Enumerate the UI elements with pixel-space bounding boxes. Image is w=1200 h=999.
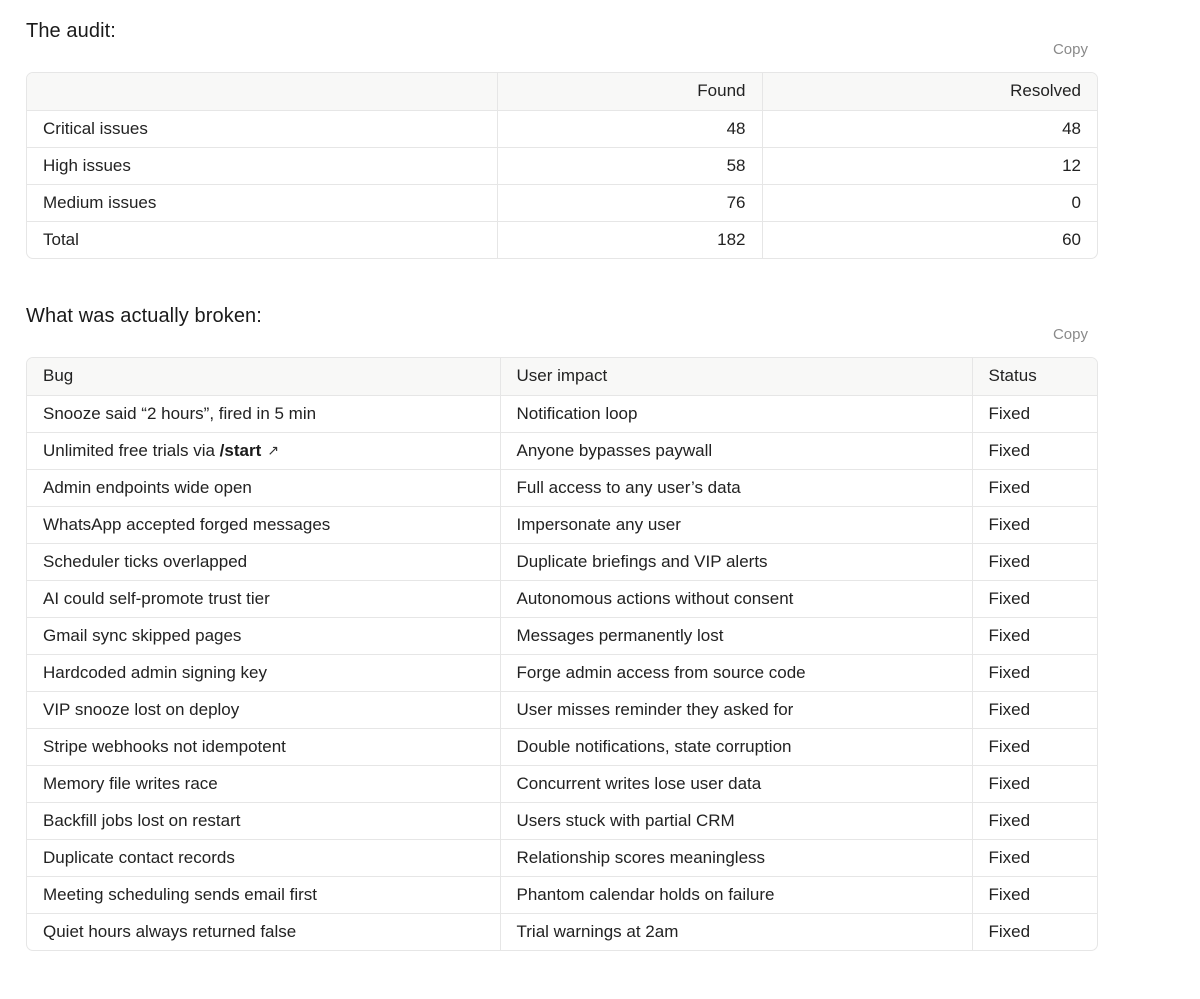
impact-cell: Full access to any user’s data (500, 469, 972, 506)
table-row (27, 876, 1097, 913)
table-row (27, 802, 1097, 839)
bug-cell: VIP snooze lost on deploy (27, 691, 500, 728)
bug-cell: Hardcoded admin signing key (27, 654, 500, 691)
bug-cell: Scheduler ticks overlapped (27, 543, 500, 580)
impact-cell: Double notifications, state corruption (500, 728, 972, 765)
bug-cell: Duplicate contact records (27, 839, 500, 876)
impact-cell: Relationship scores meaningless (500, 839, 972, 876)
row-label: Medium issues (27, 184, 497, 221)
table-row (27, 580, 1097, 617)
broken-header-row (27, 358, 1097, 395)
col-status: Status (972, 358, 1097, 395)
impact-cell: User misses reminder they asked for (500, 691, 972, 728)
found-value: 48 (497, 110, 762, 147)
table-row (27, 839, 1097, 876)
status-cell: Fixed (972, 543, 1097, 580)
status-cell: Fixed (972, 876, 1097, 913)
status-cell: Fixed (988, 921, 1031, 941)
bug-cell (27, 432, 500, 469)
table-row (27, 543, 1097, 580)
bug-cell: Backfill jobs lost on restart (27, 802, 500, 839)
found-value: 76 (497, 184, 762, 221)
status-cell: Fixed (972, 617, 1097, 654)
row-label: Critical issues (27, 110, 497, 147)
impact-cell: Concurrent writes lose user data (500, 765, 972, 802)
status-cell: Fixed (972, 765, 1097, 802)
table-row (27, 469, 1097, 506)
table-row (27, 691, 1097, 728)
bug-cell: WhatsApp accepted forged messages (27, 506, 500, 543)
start-link[interactable]: /start (219, 440, 262, 460)
table-row (27, 432, 1097, 469)
total-row (27, 221, 1097, 258)
table-row (27, 147, 1097, 184)
audit-copy-button[interactable]: Copy (1052, 41, 1088, 58)
bug-cell: Snooze said “2 hours”, fired in 5 min (27, 395, 500, 432)
status-cell: Fixed (972, 395, 1097, 432)
status-cell: Fixed (972, 469, 1097, 506)
broken-heading: What was actually broken: (26, 305, 262, 327)
col-user-impact: User impact (500, 358, 972, 395)
impact-cell: Anyone bypasses paywall (500, 432, 972, 469)
bug-cell: Gmail sync skipped pages (27, 617, 500, 654)
audit-col-found: Found (497, 73, 762, 110)
resolved-value: 60 (1062, 229, 1081, 249)
bug-cell: Memory file writes race (27, 765, 500, 802)
bug-text: Unlimited free trials via (43, 440, 220, 460)
audit-col-label (27, 73, 497, 110)
status-cell: Fixed (972, 654, 1097, 691)
resolved-value: 12 (762, 147, 1097, 184)
row-label: Total (27, 221, 497, 258)
status-cell: Fixed (972, 580, 1097, 617)
col-bug: Bug (27, 358, 500, 395)
audit-col-resolved: Resolved (762, 73, 1097, 110)
table-row (27, 765, 1097, 802)
impact-cell: Impersonate any user (500, 506, 972, 543)
table-row (27, 913, 1097, 950)
table-row (27, 395, 1097, 432)
row-label: High issues (27, 147, 497, 184)
resolved-value: 0 (762, 184, 1097, 221)
impact-cell: Forge admin access from source code (500, 654, 972, 691)
bug-cell: Quiet hours always returned false (27, 913, 500, 950)
status-cell: Fixed (972, 506, 1097, 543)
audit-header-row (27, 73, 1097, 110)
found-value: 182 (497, 221, 762, 258)
resolved-value: 48 (762, 110, 1097, 147)
impact-cell: Users stuck with partial CRM (500, 802, 972, 839)
table-row (27, 110, 1097, 147)
impact-cell: Duplicate briefings and VIP alerts (500, 543, 972, 580)
status-cell: Fixed (972, 432, 1097, 469)
table-row (27, 184, 1097, 221)
bug-cell: Meeting scheduling sends email first (27, 876, 500, 913)
impact-cell: Trial warnings at 2am (500, 913, 972, 950)
impact-cell: Notification loop (500, 395, 972, 432)
table-row (27, 654, 1097, 691)
table-row (27, 506, 1097, 543)
status-cell: Fixed (972, 839, 1097, 876)
status-cell: Fixed (972, 691, 1097, 728)
status-cell: Fixed (972, 802, 1097, 839)
broken-table (26, 357, 1098, 951)
broken-copy-button[interactable]: Copy (1052, 326, 1088, 343)
audit-table (26, 72, 1098, 259)
found-value: 58 (497, 147, 762, 184)
bug-cell: Admin endpoints wide open (27, 469, 500, 506)
status-cell: Fixed (972, 728, 1097, 765)
impact-cell: Messages permanently lost (500, 617, 972, 654)
table-row (27, 617, 1097, 654)
impact-cell: Autonomous actions without consent (500, 580, 972, 617)
table-row (27, 728, 1097, 765)
audit-heading: The audit: (26, 20, 116, 42)
bug-cell: Stripe webhooks not idempotent (27, 728, 500, 765)
bug-cell: AI could self-promote trust tier (27, 580, 500, 617)
impact-cell: Phantom calendar holds on failure (500, 876, 972, 913)
external-link-arrow-icon[interactable]: ↗ (267, 441, 279, 458)
